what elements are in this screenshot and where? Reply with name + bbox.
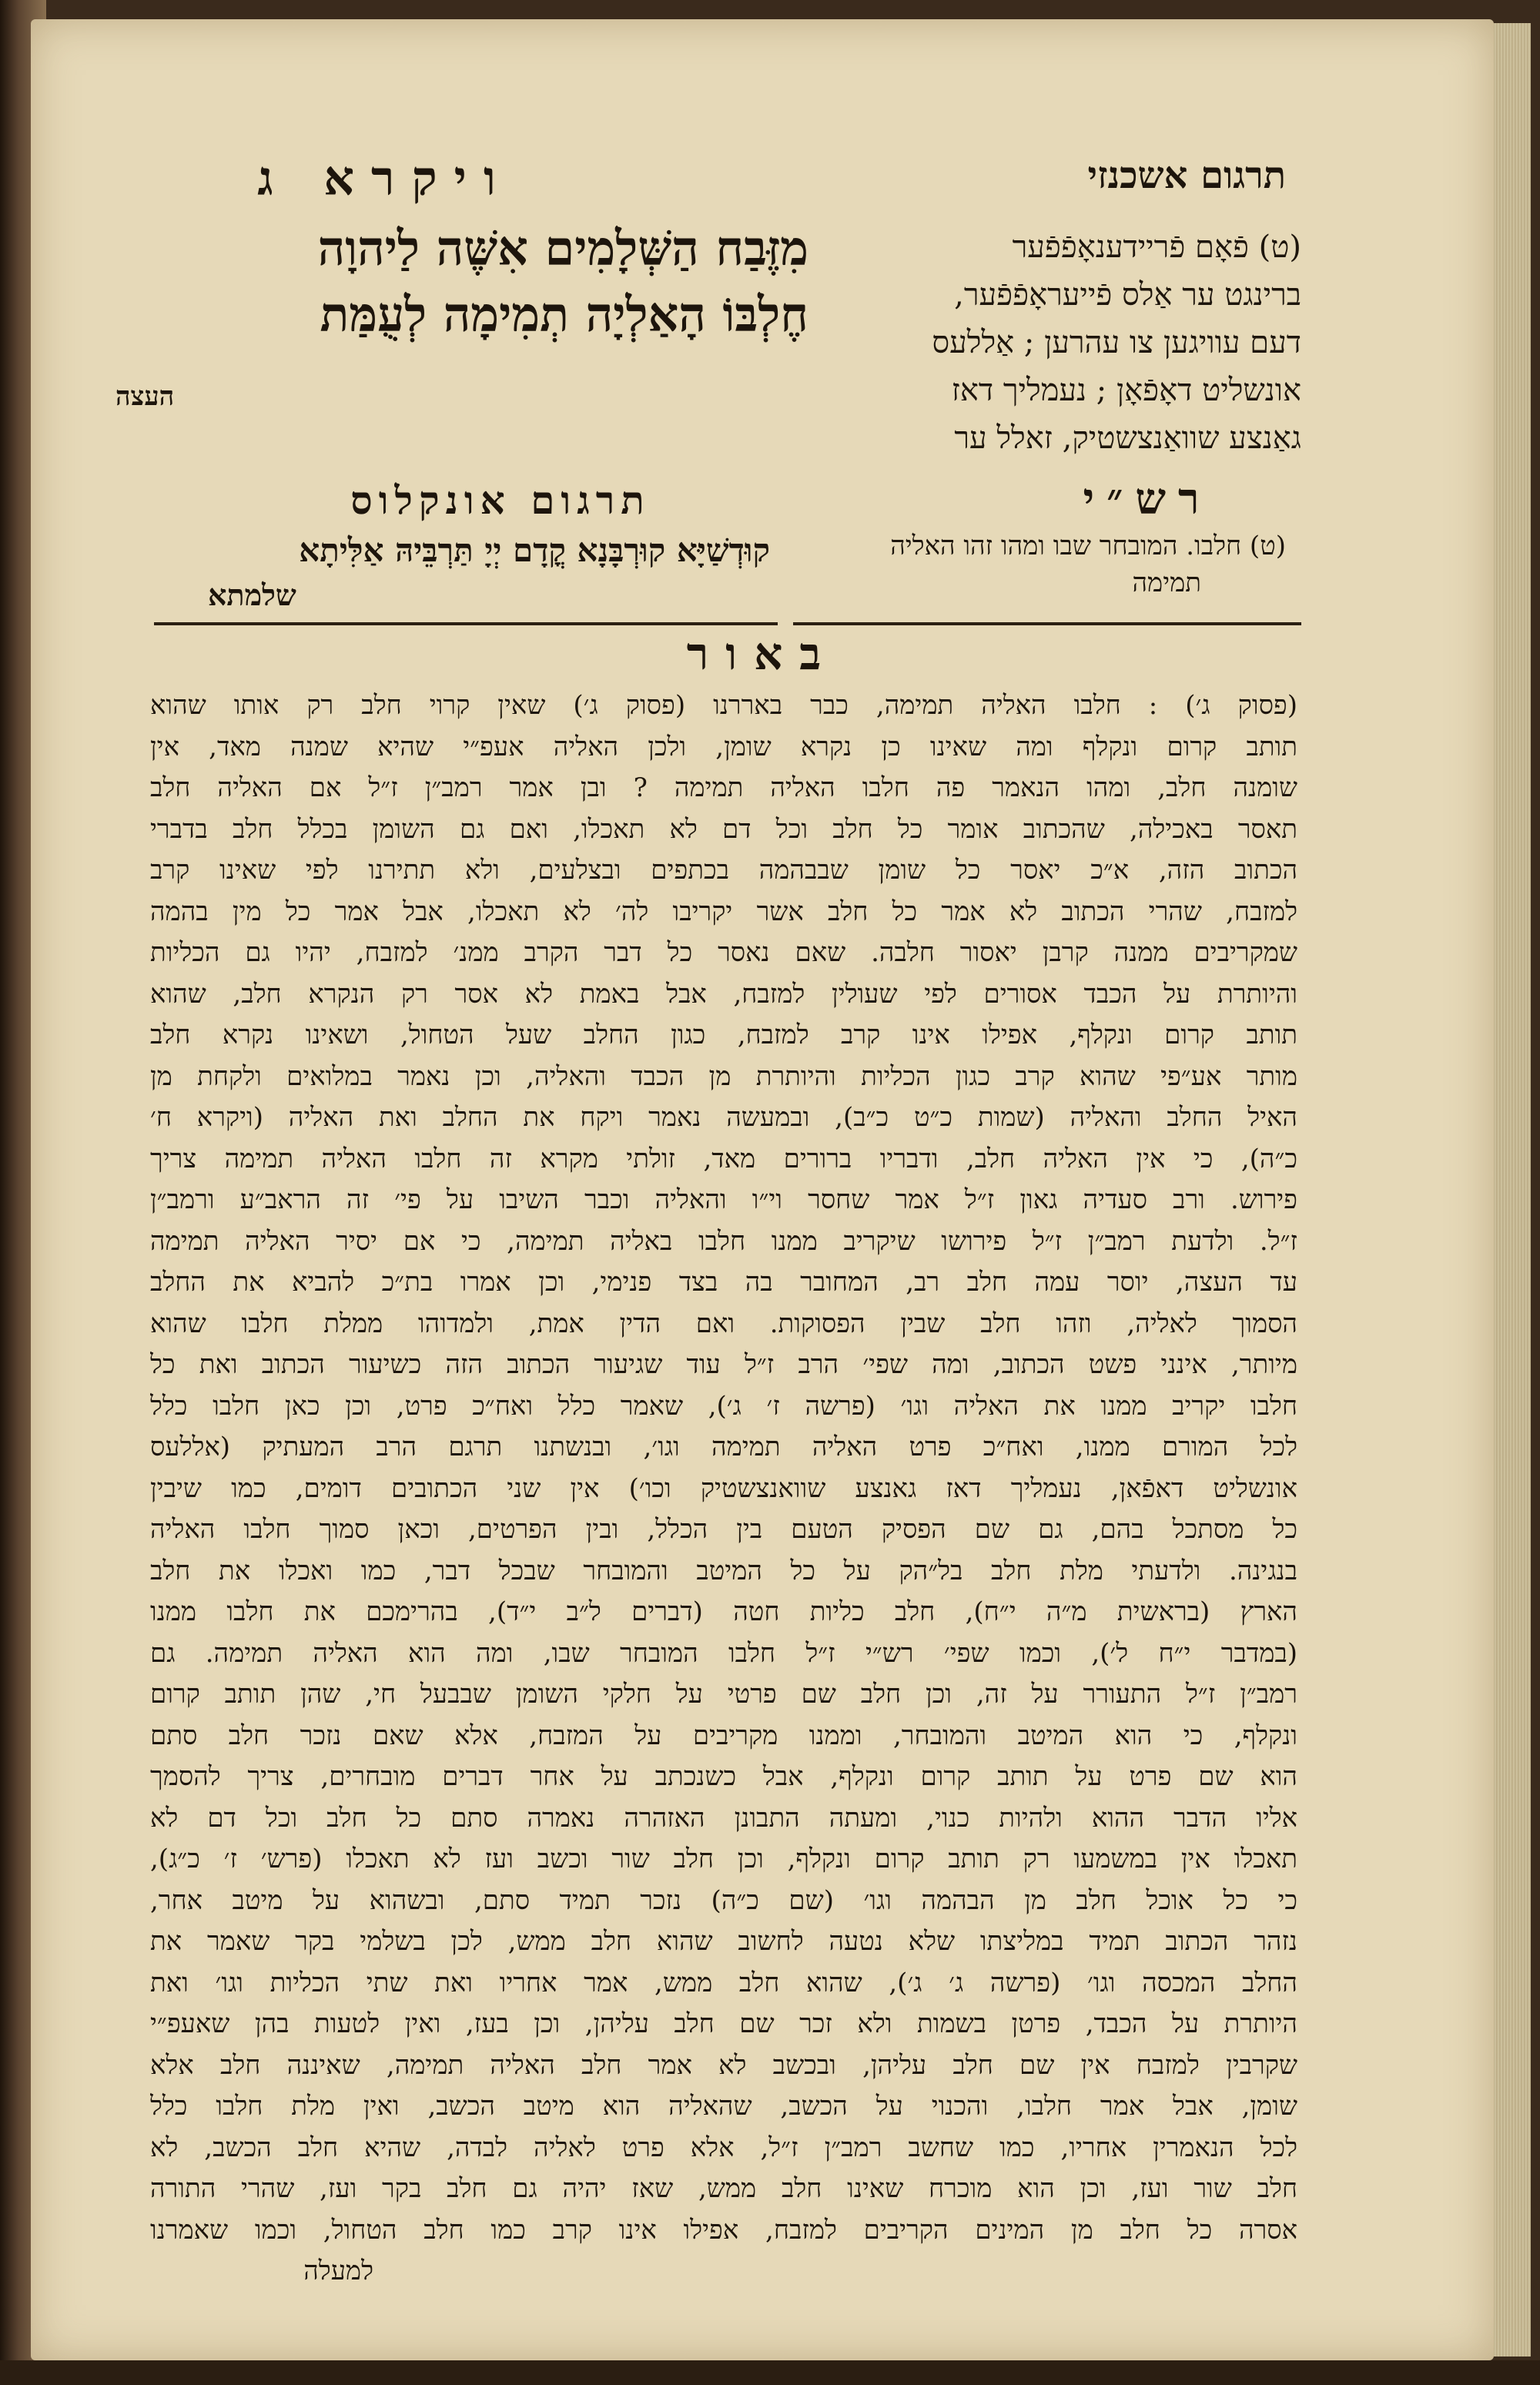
onkelos-text — [154, 528, 770, 628]
commentary-line: כי כל אוכל חלב מן הבהמה וגו׳ (שם כ״ה) נזכר תמיד סתם, ובשהוא על מיטב אחר, — [150, 1884, 1297, 1916]
commentary-line: מיותר, אינני פשט הכתוב, ומה שפי׳ הרב ז״ל עוד שגיעור הכתוב הזה כשיעור הכתוב ואת כל — [150, 1349, 1297, 1380]
commentary-line: תאכלו אין במשמעו רק תותב קרום ונקלף, וכן חלב שור וכשב ועז לא תאכלו (פרש׳ ז׳ כ״ג), — [150, 1844, 1297, 1874]
verse-line: מִזֶּבַח הַשְּׁלָמִים אִשֶּׁה לַיהוָה — [317, 220, 808, 276]
catchword: העצה — [116, 381, 175, 412]
divider-rule — [154, 622, 778, 625]
yiddish-line: דעם עוויגען צו עהרען ; אַללעס — [932, 325, 1301, 360]
commentary-line: לכל המורם ממנו, ואח״כ פרט האליה תמימה וגו׳, ובנשתנו תרגם הרב המעתיק (אללעס — [150, 1432, 1297, 1462]
commentary-line: לכל הנאמרין אחריו, כמו שחשב רמב״ן ז״ל, אלא פרט לאליה לבדה, שהיא חלב הכשב, לא — [150, 2132, 1297, 2163]
commentary-line: למעלה — [303, 2256, 373, 2286]
rashi-line: תמימה — [1132, 568, 1201, 598]
verse-line: חֶלְבּוֹ הָאַלְיָה תְמִימָה לְעֻמַּת — [320, 286, 808, 343]
commentary-line: שקרבין למזבח אין שם חלב עליהן, ובכשב לא אמר חלב האליה תמימה, שאיננה חלב אלא — [150, 2049, 1297, 2081]
commentary-line: אסרה כל חלב מן המינים הקריבים למזבח, אפילו אינו קרב כמו חלב הטחול, וכמו שאמרנו — [150, 2214, 1297, 2246]
divider-rule — [793, 622, 1301, 625]
commentary-line: היותרת על הכבד, פרטן בשמות ולא זכר שם חלב עליהן, וכן בעז, ואין לטעות בהן שאעפ״י — [150, 2008, 1297, 2039]
commentary-line: הסמוך לאליה, וזהו חלב שבין הפסוקות. ואם הדין אמת, ולמדוהו ממלת חלבו שהוא — [150, 1308, 1297, 1339]
commentary-line: שומנה חלב, ומהו הנאמר פה חלבו האליה תמימה ? ובן אמר רמב״ן ז״ל אם האליה חלב — [150, 772, 1297, 803]
onkelos-line: שלמתא — [208, 578, 296, 612]
page-edges — [1492, 23, 1531, 2357]
commentary-line: אליו הדבר ההוא ולהיות כנוי, ומעתה התבונן האזהרה נאמרה סתם כל חלב וכל דם לא — [150, 1802, 1297, 1834]
commentary-line: מותר אע״פי שהוא קרב כגון הכליות והיותרת מן הכבד והאליה, וכן נאמר במלואים ולקחת מן — [150, 1060, 1297, 1092]
yiddish-translation — [847, 223, 1301, 456]
commentary-line: תותב קרום ונקלף ומה שאינו כן נקרא שומן, ולכן האליה אעפ״י שהיא שמנה מאד, אין — [150, 731, 1297, 762]
biur-title: באור — [686, 628, 839, 680]
commentary-line: אונשליט דאפֿאן, נעמליך דאז גאנצע שוואנצשטיק וכו׳) אין שני הכתובים דומים, כמו שיבין — [150, 1472, 1297, 1504]
bottom-background — [0, 2360, 1540, 2385]
commentary-line: והיותרת על הכבד אסורים לפי שעולין למזבח, אבל באמת לא אסר רק הנקרא חלב, שהוא — [150, 978, 1297, 1010]
commentary-line: עד העצה, יוסר עמה חלב רב, המחובר בה בצד פנימי, וכן אמרו בת״כ להביא את החלב — [150, 1267, 1297, 1298]
rashi-text — [816, 528, 1286, 612]
onkelos-line: קוּדְשַׁיָּא קוּרְבָּנָא קֳדָם יְיָ תַּרְבֵּיהּ אַלִּיתָא — [299, 531, 770, 569]
commentary-line: (פסוק ג׳) : חלבו האליה תמימה, כבר באררנו (פסוק ג׳) שאין קרוי חלב רק אותו שהוא — [150, 690, 1297, 721]
commentary-line: שומן, אבל אמר חלבו, והכנוי על הכשב, שהאליה הוא מיטב הכשב, ואין מלת חלבו כלל — [150, 2091, 1297, 2122]
rashi-title: רש״י — [1083, 474, 1212, 524]
yiddish-line: (ט) פֿאָם פֿריידענאָפֿפֿער — [1012, 229, 1301, 265]
commentary-line: למזבח, שהרי הכתוב לא אמר כל חלב אשר יקריבו לה׳ לא תאכלו, אבל אמר כל מין בהמה — [150, 896, 1297, 927]
commentary-line: ונקלף, כי הוא המיטב והמובחר, וממנו מקריבים על המזבח, אלא שאם נזכר חלב סתם — [150, 1720, 1297, 1751]
commentary-line: הוא שם פרט על תותב קרום ונקלף, אבל כשנכתב על אחר דברים מובחרים, צריך להסמך — [150, 1761, 1297, 1792]
commentary-line: בנגינה. ולדעתי מלת חלב בל״הק על כל המיטב והמובחר שבכל דבר, כמו ואכלו את חלב — [150, 1555, 1297, 1586]
commentary-line: הארץ (בראשית מ״ה י״ח), חלב כליות חטה (דברים ל״ב י״ד), בהרימכם את חלבו ממנו — [150, 1596, 1297, 1627]
targum-ashkenazi-title: תרגום אשכנזי — [1087, 154, 1286, 197]
commentary-line: תותב קרום ונקלף, אפילו אינו קרב למזבח, כגון החלב שעל הטחול, ושאינו נקרא חלב — [150, 1020, 1297, 1050]
commentary-line: פירוש. ורב סעדיה גאון ז״ל אמר שחסר וי״ו והאליה וכבר השיבו על פי׳ זה הראב״ע ורמב״ן — [150, 1184, 1297, 1215]
rashi-line: (ט) חלבו. המובחר שבו ומהו זהו האליה — [890, 531, 1286, 561]
yiddish-line: ברינגט ער אַלס פֿייעראָפֿפֿער, — [954, 277, 1301, 313]
biur-commentary — [150, 685, 1297, 2286]
commentary-line: (במדבר י״ח ל׳), וכמו שפי׳ רש״י ז״ל חלבו המובחר שבו, ומה הוא האליה תמימה. גם — [150, 1637, 1297, 1669]
commentary-line: החלב המכסה וגו׳ (פרשה ג׳ ג׳), שהוא חלב ממש, אמר אחריו ואת שתי הכליות וגו׳ ואת — [150, 1967, 1297, 1998]
verse-text — [116, 216, 808, 354]
yiddish-line: אונשליט דאָפֿאָן ; נעמליך דאז — [951, 373, 1301, 408]
commentary-line: הכתוב הזה, א״כ יאסר כל שומן שבבהמה בכתפים ובצלעים, ולא תתירנו לפי שאינו קרב — [150, 855, 1297, 886]
commentary-line: האיל החלב והאליה (שמות כ״ט כ״ב), ובמעשה נאמר ויקח את החלב ואת האליה (ויקרא ח׳ — [150, 1102, 1297, 1133]
commentary-line: ז״ל. ולדעת רמב״ן ז״ל פירושו שיקריב ממנו חלבו באליה תמימה, כי אם יסיר האליה תמימה — [150, 1225, 1297, 1257]
commentary-line: חלבו יקריב ממנו את האליה וגו׳ (פרשה ז׳ ג׳), שאמר כלל ואח״כ פרט, וכן כאן חלבו כלל — [150, 1390, 1297, 1422]
yiddish-line: גאַנצע שוואַנצשטיק, זאלל ער — [954, 420, 1301, 456]
commentary-line: נזהר הכתוב תמיד במליצתו שלא נטעה לחשוב שהוא חלב ממש, לכן בשלמי בקר שאמר את — [150, 1926, 1297, 1957]
commentary-line: רמב״ן ז״ל התעורר על זה, וכן חלב שם פרטי על חלקי השומן שבבעל חי, שהן תותב קרום — [150, 1679, 1297, 1710]
onkelos-title: תרגום אונקלוס — [350, 477, 651, 523]
commentary-line: תאסר באכילה, שהכתוב אומר כל חלב וכל דם לא תאכלו, ואם גם השומן בכלל חלב בדברי — [150, 813, 1297, 845]
commentary-line: חלב שור ועז, וכן הוא מוכרח שאינו חלב ממש, שאז יהיה גם חלב בקר ועז, שהרי התורה — [150, 2173, 1297, 2204]
commentary-line: כל מסתכל בהם, גם שם הפסיק הטעם בין הכלל, ובין הפרטים, וכאן סמוך חלבו האליה — [150, 1514, 1297, 1545]
book-title: ויקרא ג — [257, 150, 513, 206]
commentary-line: כ״ה), כי אין האליה חלב, ודבריו ברורים מאד, זולתי מקרא זה חלבו האליה תמימה צריך — [150, 1143, 1297, 1174]
commentary-line: שמקריבים ממנה קרבן יאסור חלבה. שאם נאסר כל דבר הקרב ממנ׳ למזבח, יהיו גם הכליות — [150, 937, 1297, 968]
